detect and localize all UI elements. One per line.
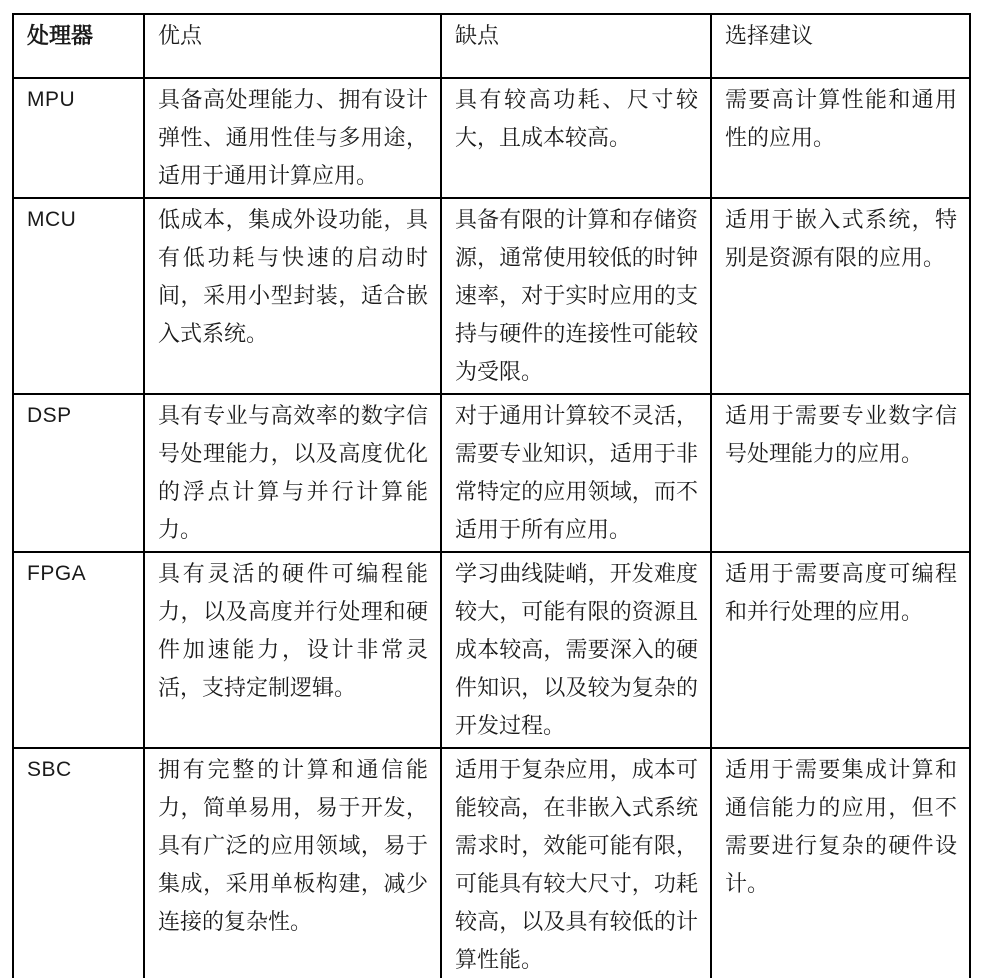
cell-sbc-name: SBC [13, 748, 144, 978]
table-row-dsp [13, 394, 970, 552]
cell-dsp-name: DSP [13, 394, 144, 552]
cell-mpu-advice: 需要高计算性能和通用性的应用。 [711, 78, 970, 198]
cell-mpu-cons: 具有较高功耗、尺寸较大，且成本较高。 [441, 78, 711, 198]
header-cell-processor: 处理器 [13, 14, 144, 78]
cell-fpga-name: FPGA [13, 552, 144, 748]
cell-sbc-advice: 适用于需要集成计算和通信能力的应用，但不需要进行复杂的硬件设计。 [711, 748, 970, 978]
cell-fpga-advice: 适用于需要高度可编程和并行处理的应用。 [711, 552, 970, 748]
cell-mpu-name: MPU [13, 78, 144, 198]
cell-mcu-pros: 低成本，集成外设功能，具有低功耗与快速的启动时间，采用小型封装，适合嵌入式系统。 [144, 198, 441, 394]
cell-mpu-pros: 具备高处理能力、拥有设计弹性、通用性佳与多用途，适用于通用计算应用。 [144, 78, 441, 198]
table-row-fpga [13, 552, 970, 748]
header-cell-cons: 缺点 [441, 14, 711, 78]
cell-fpga-cons: 学习曲线陡峭，开发难度较大，可能有限的资源且成本较高，需要深入的硬件知识，以及较为复杂的开发过程。 [441, 552, 711, 748]
processor-comparison-table [12, 13, 971, 978]
cell-mcu-name: MCU [13, 198, 144, 394]
cell-sbc-pros: 拥有完整的计算和通信能力，简单易用，易于开发，具有广泛的应用领域，易于集成，采用单板构建，减少连接的复杂性。 [144, 748, 441, 978]
table-row-sbc [13, 748, 970, 978]
cell-mcu-cons: 具备有限的计算和存储资源，通常使用较低的时钟速率，对于实时应用的支持与硬件的连接性可能较为受限。 [441, 198, 711, 394]
cell-mcu-advice: 适用于嵌入式系统，特别是资源有限的应用。 [711, 198, 970, 394]
cell-sbc-cons: 适用于复杂应用，成本可能较高，在非嵌入式系统需求时，效能可能有限，可能具有较大尺寸，功耗较高，以及具有较低的计算性能。 [441, 748, 711, 978]
cell-fpga-pros: 具有灵活的硬件可编程能力，以及高度并行处理和硬件加速能力，设计非常灵活，支持定制逻辑。 [144, 552, 441, 748]
table-row-mcu [13, 198, 970, 394]
cell-dsp-advice: 适用于需要专业数字信号处理能力的应用。 [711, 394, 970, 552]
header-cell-pros: 优点 [144, 14, 441, 78]
cell-dsp-pros: 具有专业与高效率的数字信号处理能力，以及高度优化的浮点计算与并行计算能力。 [144, 394, 441, 552]
cell-dsp-cons: 对于通用计算较不灵活，需要专业知识，适用于非常特定的应用领域，而不适用于所有应用。 [441, 394, 711, 552]
header-row [13, 14, 970, 78]
table-row-mpu [13, 78, 970, 198]
header-cell-advice: 选择建议 [711, 14, 970, 78]
